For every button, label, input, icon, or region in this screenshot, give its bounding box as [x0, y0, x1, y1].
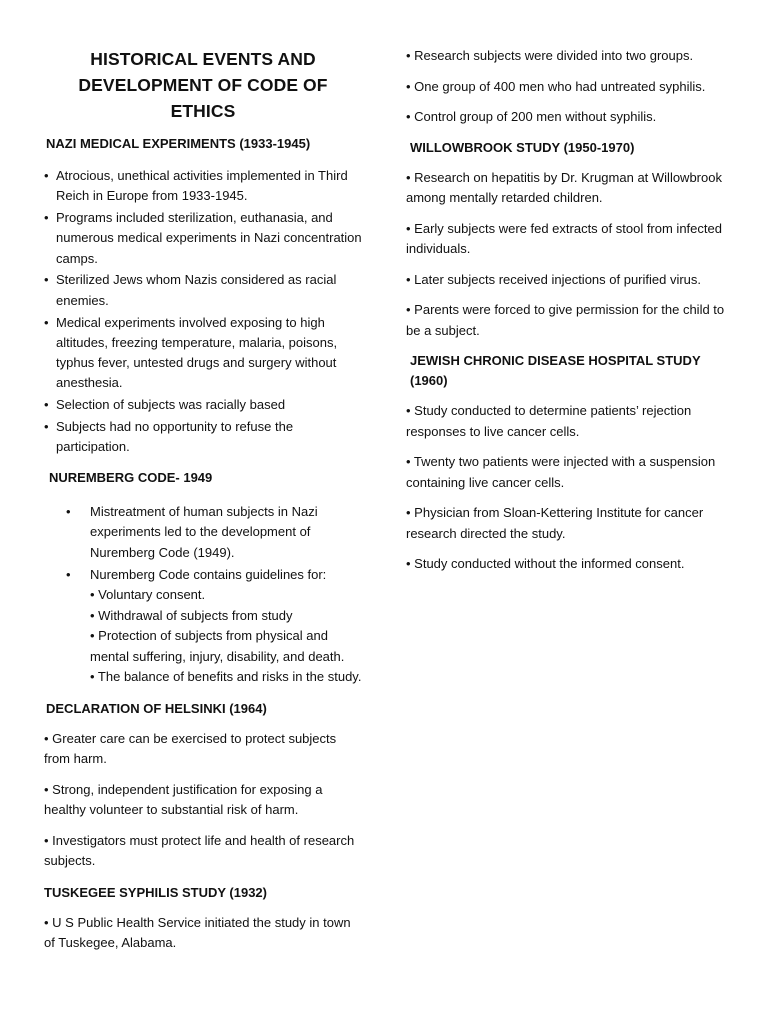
- paragraph: • Study conducted to determine patients’ rejection responses to live cancer cells.: [406, 403, 692, 439]
- section-heading-tuskegee: TUSKEGEE SYPHILIS STUDY (1932): [44, 884, 267, 900]
- bullet-icon: •: [44, 419, 49, 435]
- section-heading-nuremberg: NUREMBERG CODE- 1949: [49, 469, 213, 485]
- section-heading-willowbrook: WILLOWBROOK STUDY (1950-1970): [410, 139, 635, 155]
- guideline-item: • Withdrawal of subjects from study: [90, 607, 293, 623]
- bullet-icon: •: [44, 210, 49, 226]
- paragraph: • Twenty two patients were injected with a suspension containing live cancer cells.: [406, 454, 716, 490]
- title-line-2: DEVELOPMENT OF CODE OF ETHICS: [78, 75, 328, 121]
- guideline-item: • The balance of benefits and risks in the study.: [90, 669, 362, 685]
- left-column: [44, 0, 362, 954]
- paragraph: • Control group of 200 men without syphilis.: [406, 109, 657, 124]
- page-title: [44, 46, 362, 124]
- list-item: • Subjects had no opportunity to refuse the participation.: [44, 419, 294, 455]
- paragraph: • Study conducted without the informed consent.: [406, 556, 685, 571]
- nazi-list: [44, 166, 362, 458]
- section-heading-helsinki: DECLARATION OF HELSINKI (1964): [46, 700, 267, 716]
- list-item: • Sterilized Jews whom Nazis considered as racial enemies.: [44, 272, 337, 308]
- bullet-icon: •: [44, 168, 49, 183]
- guideline-item: • Voluntary consent.: [90, 587, 206, 603]
- paragraph: • Parents were forced to give permission for the child to be a subject.: [406, 302, 725, 338]
- paragraph: • Later subjects received injections of purified virus.: [406, 271, 702, 287]
- list-item: • Nuremberg Code contains guidelines for: • Voluntary consent. • Withdrawal of subjects from study • Protection of subjects from physical and mental suffering, injury, disability, and death. • The balance of benefits and risks in the study.: [44, 565, 362, 688]
- section-heading-jewish: JEWISH CHRONIC DISEASE HOSPITAL STUDY (1960): [410, 353, 701, 388]
- list-item: • Selection of subjects was racially based: [44, 395, 362, 415]
- paragraph: • One group of 400 men who had untreated syphilis.: [406, 78, 706, 94]
- paragraph: • Early subjects were fed extracts of stool from infected individuals.: [406, 220, 722, 256]
- bullet-icon: •: [44, 314, 49, 330]
- bullet-icon: •: [44, 272, 49, 288]
- title-line-1: HISTORICAL EVENTS AND: [90, 49, 316, 69]
- nuremberg-list: [44, 502, 362, 688]
- list-item: • Mistreatment of human subjects in Nazi experiments led to the development of Nuremberg Code (1949).: [66, 503, 318, 560]
- guideline-item: • Protection of subjects from physical and mental suffering, injury, disability, and death.: [90, 628, 345, 664]
- paragraph: • Physician from Sloan-Kettering Institute for cancer research directed the study.: [406, 505, 704, 541]
- bullet-icon: •: [44, 397, 49, 413]
- paragraph: • Strong, independent justification for exposing a healthy volunteer to substantial risk of harm.: [44, 781, 323, 818]
- section-heading-nazi: NAZI MEDICAL EXPERIMENTS (1933-1945): [46, 136, 311, 151]
- right-column: [406, 0, 726, 575]
- paragraph: • Research subjects were divided into two groups.: [406, 48, 694, 63]
- list-item: • Programs included sterilization, euthanasia, and numerous medical experiments in Nazi concentration camps.: [44, 210, 362, 266]
- paragraph: • Greater care can be exercised to protect subjects from harm.: [44, 730, 337, 767]
- paragraph: • U S Public Health Service initiated the study in town of Tuskegee, Alabama.: [44, 914, 351, 951]
- paragraph: • Research on hepatitis by Dr. Krugman at Willowbrook among mentally retarded children.: [406, 169, 722, 205]
- list-item: • Atrocious, unethical activities implemented in Third Reich in Europe from 1933-1945.: [44, 168, 348, 204]
- paragraph: • Investigators must protect life and health of research subjects.: [44, 832, 355, 869]
- bullet-icon: •: [66, 566, 71, 582]
- list-item: • Medical experiments involved exposing to high altitudes, freezing temperature, malaria, poisons, typhus fever, untested drugs and surgery without anesthesia.: [44, 314, 338, 391]
- bullet-icon: •: [66, 503, 71, 519]
